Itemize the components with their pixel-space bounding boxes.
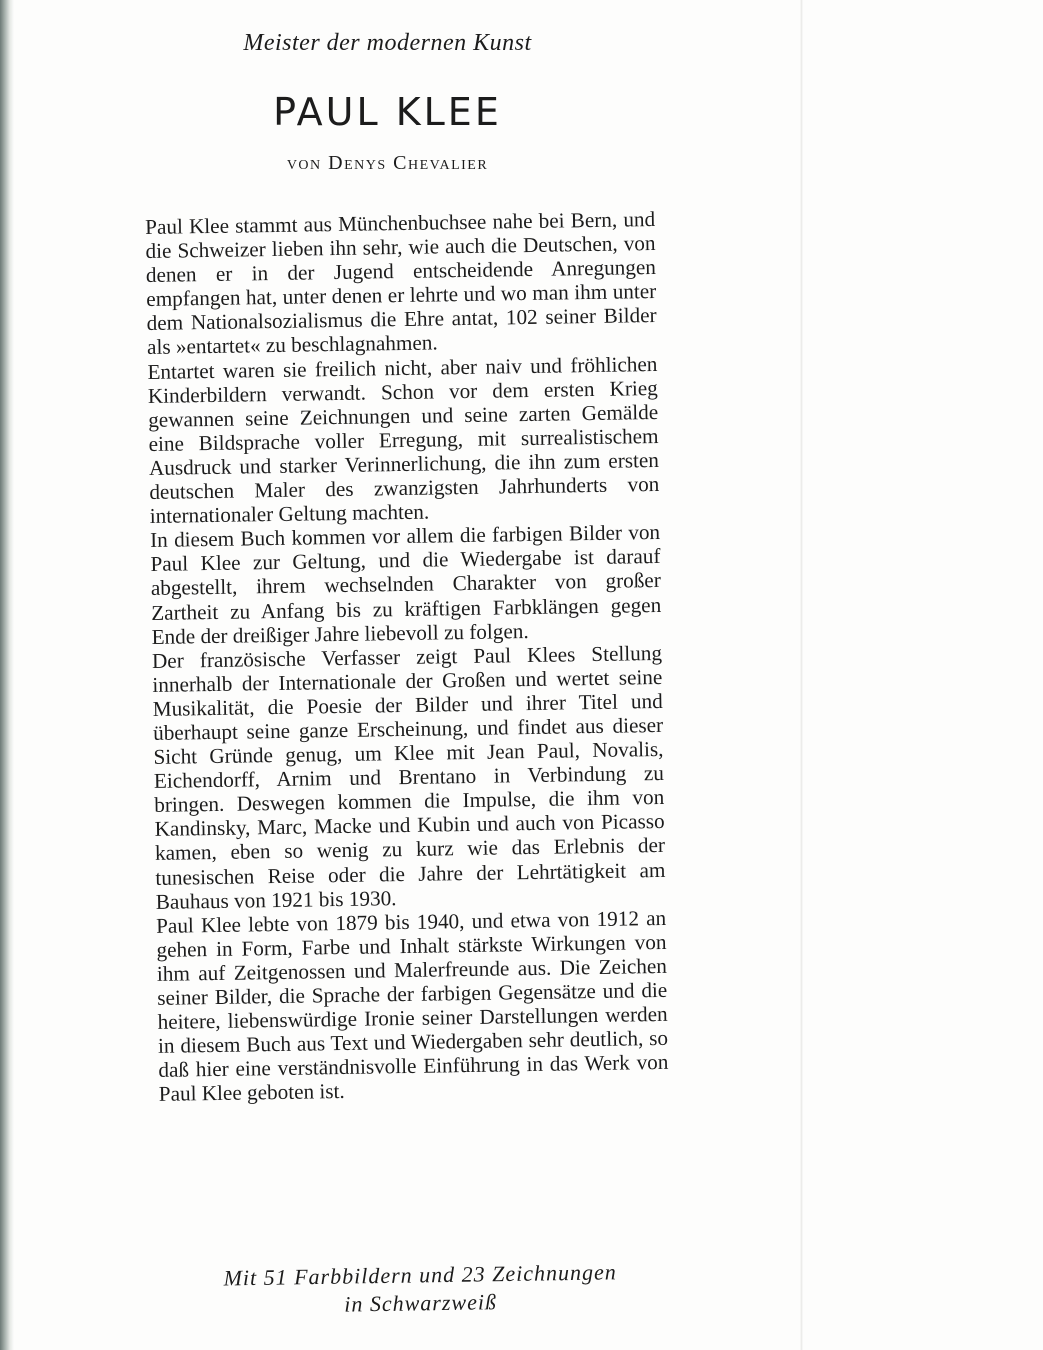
paragraph: Der französische Verfasser zeigt Paul Klees Stellung innerhalb der Internationale der Großen und wertet seine Musikalität, die Poesie der Bilder und ihrer Titel und überhaupt seine ganze Erscheinung, und findet aus dieser Sicht Gründe genug, um Klee mit Jean Paul, Novalis, Eichendorff, Arnim und Brentano in Verbindung zu bringen. Deswegen kommen die Impulse, die ihm von Kandinsky, Marc, Macke und Kubin und auch von Picasso kamen, eben so wenig zu kurz wie das Erlebnis der tunesischen Reise oder die Jahre der Lehrtätigkeit am Bauhaus von 1921 bis 1930. — [151, 640, 666, 914]
paragraph: In diesem Buch kommen vor allem die farbigen Bilder von Paul Klee zur Geltung, und die Wiedergabe ist darauf abgestellt, ihrem wechselnden Charakter von großer Zartheit zu Anfang bis zu kräftigen Farbklängen gegen Ende der dreißiger Jahre liebevoll zu folgen. — [149, 520, 662, 649]
blurb-text — [145, 207, 669, 1106]
paragraph: Entartet waren sie freilich nicht, aber naiv und fröhlichen Kinderbildern verwandt. Schon vor dem ersten Krieg gewannen seine Zeichnungen und seine zarten Gemälde eine Bildsprache voller Erregung, mit surrealistischem Ausdruck und starker Verinnerlichung, die ihn zum ersten deutschen Maler des zwanzigsten Jahrhunderts von internationaler Geltung machten. — [147, 351, 660, 529]
paragraph: Paul Klee stammt aus Münchenbuchsee nahe bei Bern, und die Schweizer lieben ihn sehr, wie auch die Deutschen, von denen er in der Jugend entscheidende Anregungen empfangen hat, unter denen er lehrte und wo man ihm unter dem Nationalsozialismus die Ehre antat, 102 seiner Bilder als »entartet« zu beschlagnahmen. — [145, 206, 657, 360]
illustration-note-line: in Schwarzweiß — [344, 1289, 498, 1317]
page-fold-line — [800, 0, 803, 1350]
series-title: Meister der modernen Kunst — [243, 30, 532, 56]
author-line: von Denys Chevalier — [286, 152, 489, 174]
illustration-note-line: Mit 51 Farbbildern und 23 Zeichnungen — [223, 1259, 617, 1291]
illustration-note — [190, 1258, 651, 1321]
paragraph: Paul Klee lebte von 1879 bis 1940, und etwa von 1912 an gehen in Form, Farbe und Inhalt stärkste Wirkungen von ihm auf Zeitgenossen und Malerfreunde aus. Die Zeichen seiner Bilder, die Sprache der farbigen Gegensätze und die heitere, liebenswürdige Ironie seiner Darstellungen werden in diesem Buch aus Text und Wiedergaben sehr deutlich, so daß hier eine verständnisvolle Einführung in das Werk von Paul Klee geboten ist. — [155, 905, 669, 1107]
book-spine-edge — [0, 0, 14, 1350]
book-title: PAUL KLEE — [273, 90, 502, 134]
